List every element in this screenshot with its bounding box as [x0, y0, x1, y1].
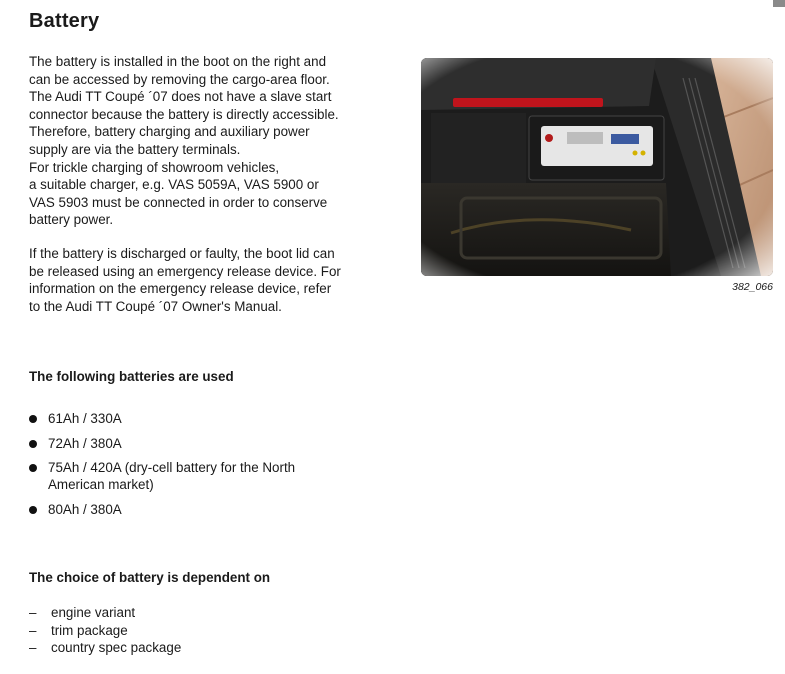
- text-line: information on the emergency release device, refer: [29, 281, 332, 297]
- intro-paragraph: [29, 53, 399, 229]
- list-item-text: engine variant: [51, 605, 136, 620]
- list-item-text: 72Ah / 380A: [48, 435, 122, 451]
- bullet-icon: [29, 464, 37, 472]
- boot-battery-illustration: [421, 58, 773, 276]
- list-item-text: 75Ah / 420A (dry-cell battery for the North: [48, 460, 296, 475]
- list-item: [29, 459, 389, 493]
- dash-icon: –: [29, 622, 37, 638]
- text-line: If the battery is discharged or faulty, the boot lid can: [29, 246, 335, 261]
- text-line: VAS 5903 must be connected in order to conserve: [29, 194, 328, 210]
- text-line: supply are via the battery terminals.: [29, 141, 241, 157]
- bullet-icon: [29, 415, 37, 423]
- dash-icon: –: [29, 605, 37, 620]
- list-item: [29, 639, 181, 657]
- list-item: [29, 604, 181, 622]
- text-line: Therefore, battery charging and auxiliary power: [29, 124, 310, 140]
- choice-list: [29, 604, 181, 657]
- choice-heading: The choice of battery is dependent on: [29, 570, 271, 585]
- list-item-text: 80Ah / 380A: [48, 501, 122, 517]
- bullet-icon: [29, 440, 37, 448]
- text-line: For trickle charging of showroom vehicles,: [29, 159, 280, 175]
- corner-mark: [773, 0, 785, 7]
- text-line: connector because the battery is directly accessible.: [29, 106, 339, 122]
- boot-battery-photo: [421, 58, 773, 276]
- text-line: a suitable charger, e.g. VAS 5059A, VAS 5900 or: [29, 177, 319, 193]
- list-item-text: trim package: [51, 622, 128, 638]
- text-line: The battery is installed in the boot on the right and: [29, 54, 327, 69]
- text-line: can be accessed by removing the cargo-area floor.: [29, 71, 330, 87]
- release-paragraph: [29, 245, 399, 315]
- list-item: [29, 435, 389, 452]
- text-line: The Audi TT Coupé ´07 does not have a slave start: [29, 89, 332, 105]
- list-item: [29, 501, 389, 518]
- list-item-text: 61Ah / 330A: [48, 411, 122, 426]
- figure-id: 382_066: [732, 281, 773, 293]
- dash-icon: –: [29, 640, 37, 656]
- list-item: [29, 622, 181, 640]
- batteries-heading: The following batteries are used: [29, 369, 234, 384]
- page-title: Battery: [29, 10, 100, 32]
- text-line: battery power.: [29, 212, 114, 228]
- bullet-icon: [29, 506, 37, 514]
- text-line: be released using an emergency release device. For: [29, 263, 341, 279]
- text-line: to the Audi TT Coupé ´07 Owner's Manual.: [29, 298, 282, 314]
- list-item-text: country spec package: [51, 640, 182, 656]
- list-item-text-continued: American market): [48, 477, 154, 492]
- battery-list: [29, 410, 389, 525]
- list-item: [29, 410, 389, 427]
